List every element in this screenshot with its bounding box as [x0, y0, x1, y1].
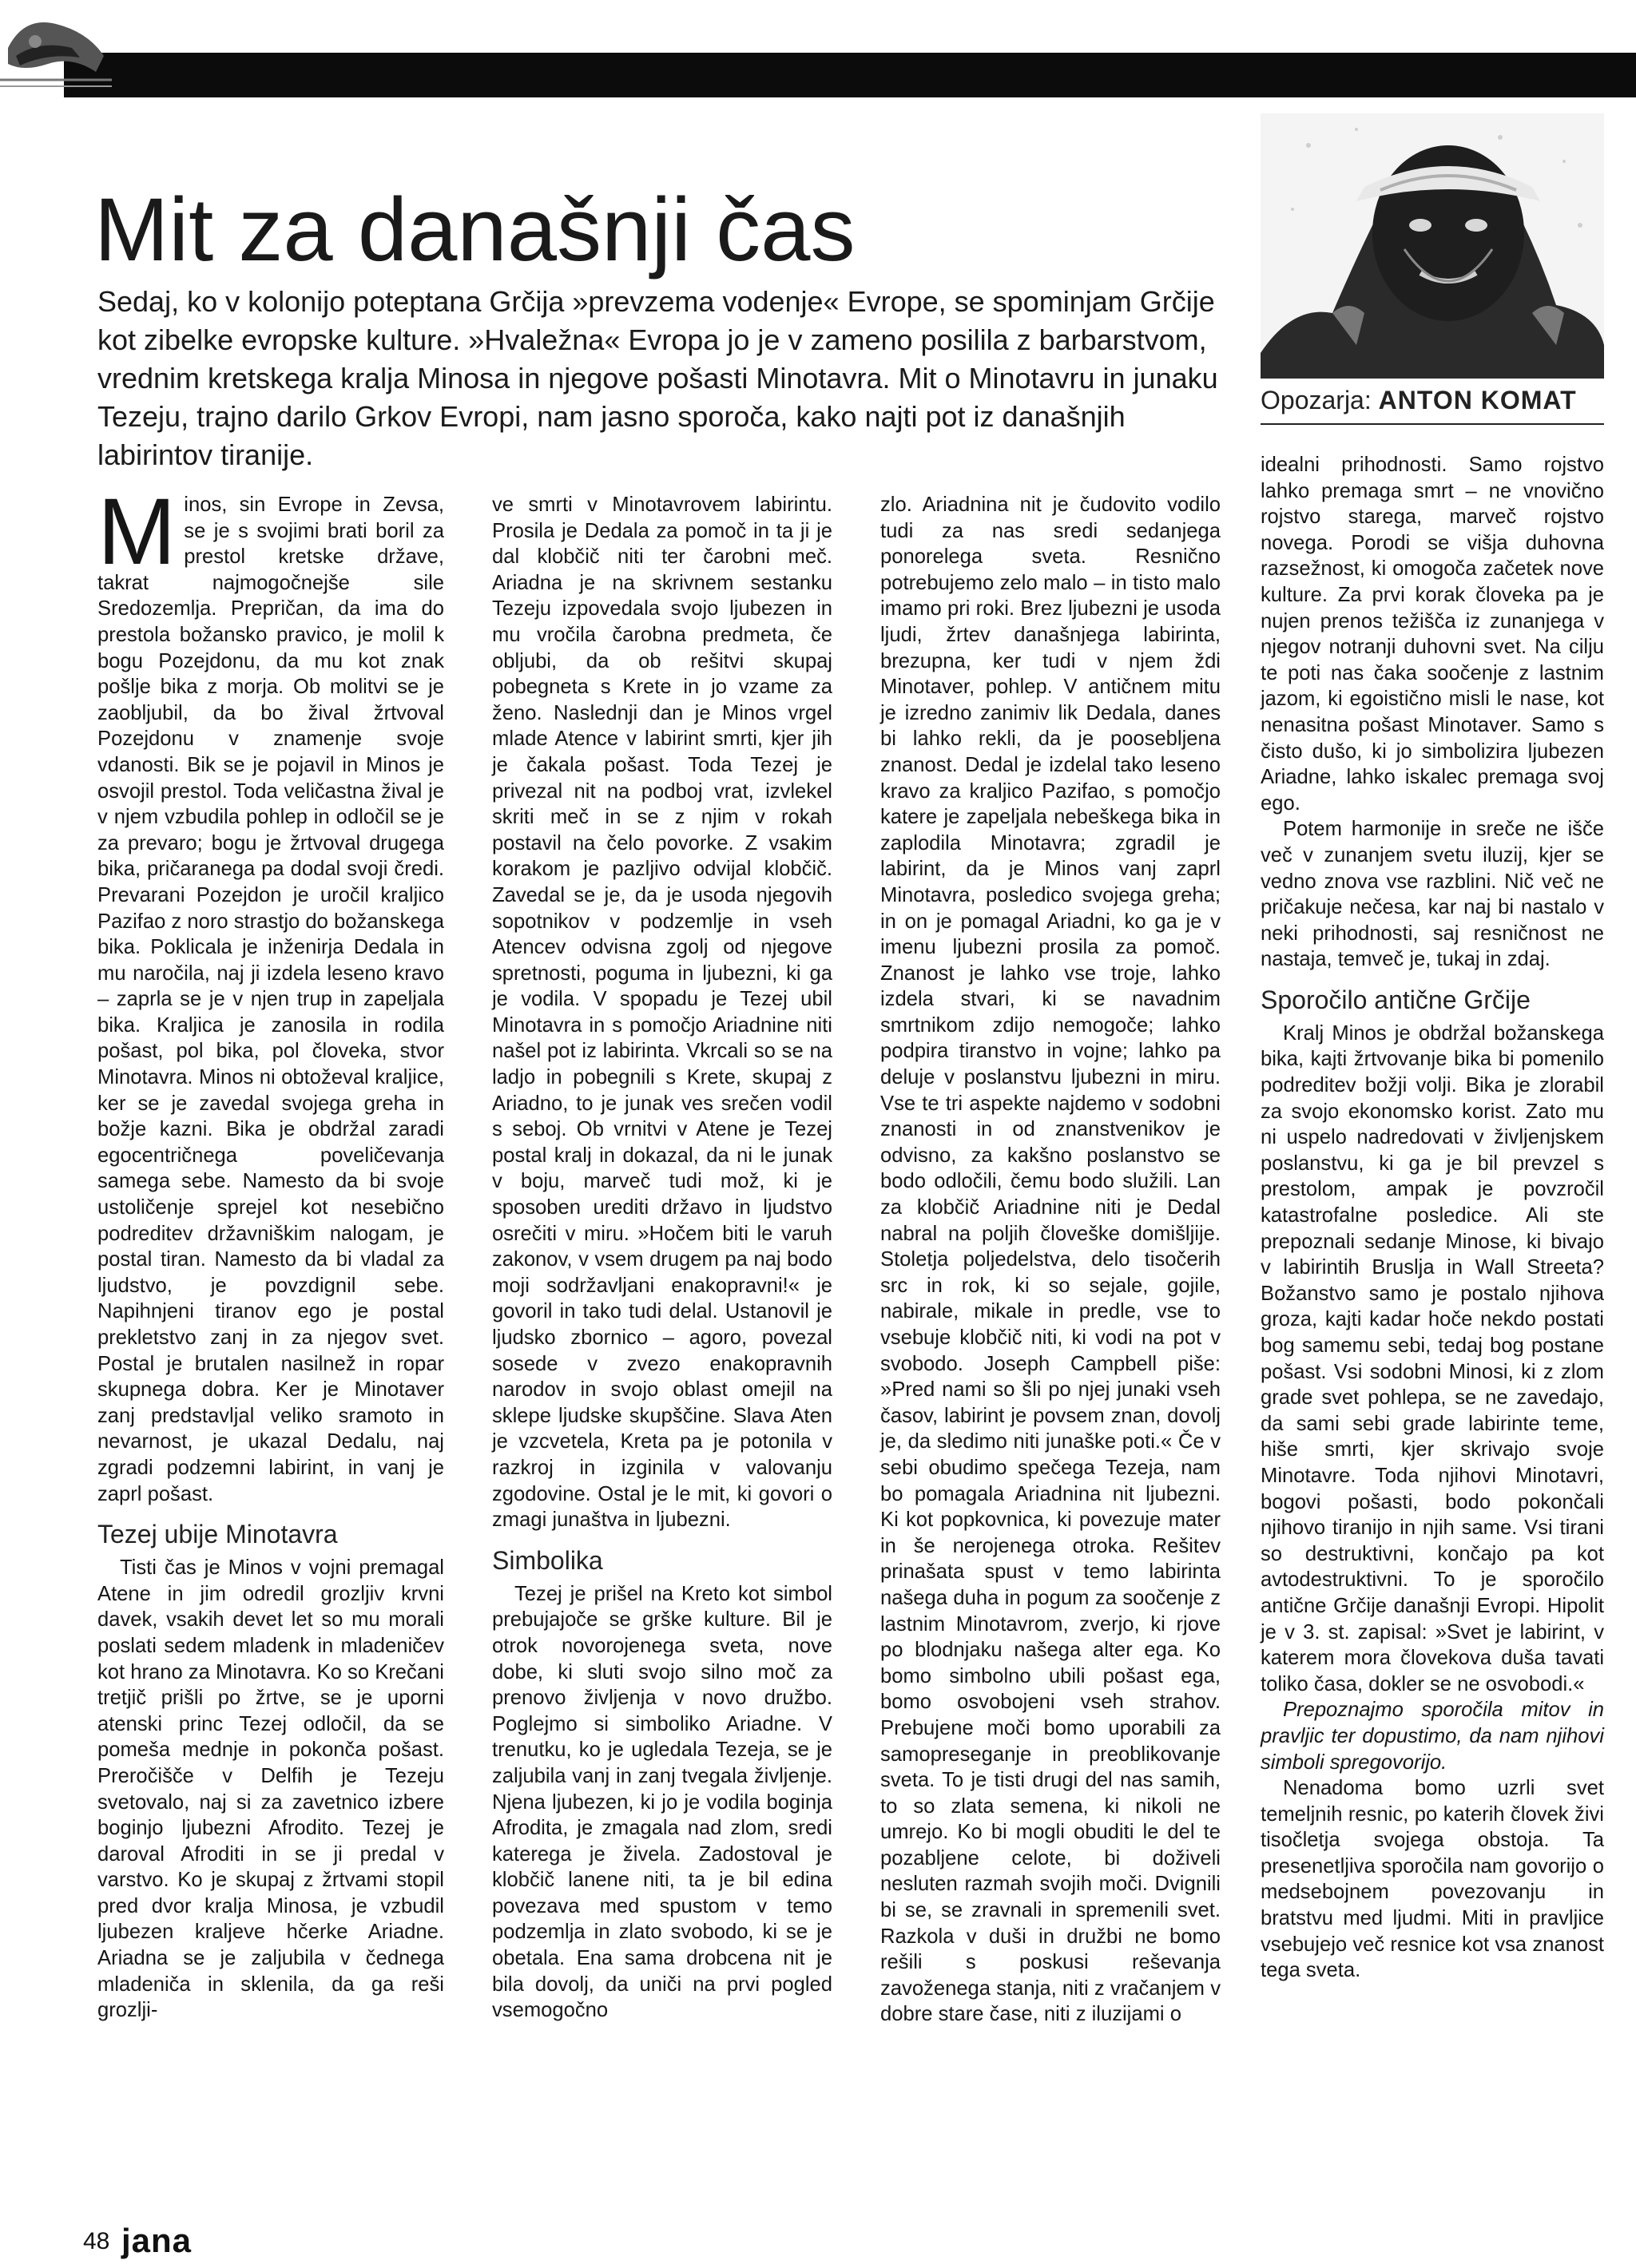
- byline-divider: [1261, 423, 1604, 425]
- author-byline: [1261, 382, 1604, 418]
- paragraph: Potem harmonije in sreče ne išče več v zunanjem svetu iluzij, kjer se vedno znova vse razblini. Nič več ne pričakuje nečesa, kar naj bi nastalo v neki prihodnosti, saj resničnost ne nastaja, temveč je, tukaj in zdaj.: [1261, 818, 1604, 971]
- subheading: Simbolika: [492, 1545, 603, 1575]
- article-title: Mit za današnji čas: [94, 180, 856, 280]
- paragraph: idealni prihodnosti. Samo rojstvo lahko premaga smrt – ne vnovično rojstvo starega, marveč rojstvo novega. Porodi se višja duhovna razsežnost, ki omogoča začetek nove kulture. Za prvi korak človeka pa je nujen prenos težišča iz zunanjega v njegov notranji duhovni svet. Na cilju te poti nas čaka soočenje z lastnim jazom, ki egoistično misli le nase, kot nenasitna pošast Minotaver. Samo s čisto dušo, ki jo simbolizira ljubezen Ariadne, lahko iskalec premaga svoj ego.: [1261, 454, 1604, 815]
- paragraph: Tisti čas je Minos v vojni premagal Atene in jim odredil grozljiv krvni davek, vsakih devet let so mu morali poslati sedem mladenk in mladeničev kot hrano za Minotavra. Ko so Krečani tretjič prišli po žrtve, se je uporni atenski princ Tezej odločil, da se pomeša mednje in pokonča pošast. Preročišče v Delfih je Tezeju svetovalo, naj si za zavetnico izbere boginjo ljubezni Afrodito. Tezej je daroval Afroditi in se ji predal v varstvo. Ko je skupaj z žrtvami stopil pred dvor kralja Minosa, je vzbudil ljubezen kraljeve hčerke Ariadne. Ariadna se je zaljubila v čednega mladeniča in sklenila, da ga reši grozlji-: [97, 1556, 444, 2022]
- section-header-bar: [64, 53, 1636, 147]
- page-number: 48: [83, 2228, 110, 2254]
- subheading: Tezej ubije Minotavra: [97, 1520, 338, 1549]
- article-column-4: [1261, 452, 1604, 1984]
- section-title: UMETNOST PREŽIVETJA: [228, 112, 629, 147]
- author-photo: [1261, 113, 1604, 379]
- subheading: Sporočilo antične Grčije: [1261, 985, 1531, 1014]
- byline-label: Opozarja:: [1261, 386, 1372, 414]
- lead-text: Sedaj, ko v kolonijo poteptana Grčija »prevzema vodenje« Evrope, se spominjam Grčije kot zibelke evropske kulture. »Hvaležna« Evropa jo je v zameno posilila z barbarstvom, vrednim kretskega kralja Minosa in njegove pošasti Minotavra. Mit o Minotavru in junaku Tezeju, trajno darilo Grkov Evropi, nam jasno sporoča, kako najti pot iz današnjih labirintov tiranije.: [97, 285, 1218, 471]
- magazine-logo: jana: [121, 2222, 193, 2259]
- paragraph: Nenadoma bomo uzrli svet temeljnih resnic, po katerih človek živi tisočletja svojega obstoja. Ta presenetljiva sporočila nam govorijo o medsebojnem povezovanju in bratstvu med ljudmi. Miti in pravljice vsebujejo več resnice kot vsa znanost tega sveta.: [1261, 1777, 1604, 1982]
- greek-vase-logo-icon: [0, 0, 112, 96]
- paragraph-text: inos, sin Evrope in Zevsa, se je s svojimi brati boril za prestol kretske države, takrat najmogočnejše sile Sredozemlja. Prepričan, da ima do prestola božansko pravico, je molil k bogu Pozejdonu, da mu kot znak pošlje bika z morja. Ob molitvi se je zaobljubil, da bo žival žrtvoval Pozejdonu v znamenje svoje vdanosti. Bik se je pojavil in Minos je osvojil prestol. Toda veličastna žival je v njem vzbudila pohlep in odločil se je za prevaro; bogu je žrtvoval drugega bika, pričaranega pa dodal svoji čredi. Prevarani Pozejdon je uročil kraljico Pazifao z noro strastjo do božanskega bika. Poklicala je inženirja Dedala in mu naročila, naj ji izdela leseno kravo – zaprla se je v njen trup in zapeljala bika. Kraljica je zanosila in rodila pošast, pol bika, pol človeka, stvor Minotavra. Minos ni obtoževal kraljice, ker se je zavedal svojega greha in božje kazni. Bika je obdržal zaradi egocentričnega poveličevanja samega sebe. Namesto da bi svoje ustoličenje sprejel kot nesebično podreditev državniškim nalogam, je postal tiran. Namesto da bi vladal za ljudstvo, je povzdignil sebe. Napihnjeni tiranov ego je postal prekletstvo zanj in za njegov svet. Postal je brutalen nasilnež in ropar skupnega dobra. Ker je Minotaver zanj predstavljal veliko sramoto in nevarnost, je ukazal Dedalu, naj zgradi podzemni labirint, in vanj je zaprl pošast.: [97, 494, 444, 1505]
- byline-author-name: ANTON KOMAT: [1378, 386, 1577, 414]
- paragraph: Prepoznajmo sporočila mitov in pravljic ter dopustimo, da nam njihovi simboli spregovorijo.: [1261, 1699, 1604, 1774]
- article-lead: [97, 283, 1232, 474]
- article-column-3: [880, 492, 1221, 2028]
- article-column-1: [97, 479, 444, 2024]
- author-portrait: [1261, 113, 1604, 379]
- paragraph: [97, 479, 444, 1507]
- paragraph: zlo. Ariadnina nit je čudovito vodilo tudi za nas sredi sedanjega ponorelega sveta. Resnično potrebujemo zelo malo – in tisto malo imamo pri roki. Brez ljubezni je usoda ljudi, žrtev današnjega labirinta, brezupna, ker tudi v njem ždi Minotaver, pohlep. V antičnem mitu je izredno zanimiv lik Dedala, danes bi lahko rekli, da je poosebljena znanost. Dedal je izdelal tako leseno kravo za kraljico Pazifao, s pomočjo katere je zapeljala nebeškega bika in zaplodila Minotavra; zgradil je labirint, da je Minos vanj zaprl Minotavra, posledico svojega greha; in on je pomagal Ariadni, ko ga je v imenu ljubezni prosila za pomoč. Znanost je lahko vse troje, lahko izdela stvari, ki se navadnim smrtnikom zdijo nemogoče; lahko podpira tiranstvo in vojne; lahko pa deluje v poslanstvu ljubezni in miru. Vse te tri aspekte najdemo v sodobni znanosti in od znanstvenikov je odvisno, za kakšno poslanstvo se bodo odločili, čemu bodo služili. Lan za klobčič Ariadnine niti je Dedal nabral na poljih človeške domišljije. Stoletja poljedelstva, delo tisočerih src in rok, ki so sejale, gojile, nabirale, mikale in predle, vse to vsebuje klobčič niti, ki vodi na pot v svobodo. Joseph Campbell piše: »Pred nami so šli po njej junaki vseh časov, labirint je povsem znan, dovolj je, da sledimo niti junaške poti.« Če v sebi obudimo spečega Tezeja, nam bo pomagala Ariadnina nit ljubezni. Ki kot popkovnica, ki povezuje mater in še nerojenega otroka. Rešitev prinašata spust v temo labirinta našega duha in pogum za soočenje z lastnim Minotavrom, zverjo, ki rjove po blodnjaku našega alter ega. Ko bomo simbolno ubili pošast ega, bomo osvobojeni vseh strahov. Prebujene moči bomo uporabili za samopreseganje in preoblikovanje sveta. To je tisti drugi del nas samih, to so zlata semena, ki nikoli ne umrejo. Ko bi mogli obuditi le del te pozabljene celote, bi doživeli nesluten razmah svojih moči. Dvignili bi se, se zravnali in spremenili svet. Razkola v duši in družbi ne bomo rešili s poskusi reševanja zavoženega stanja, niti z vračanjem v dobre stare čase, niti z iluzijami o: [880, 494, 1221, 2026]
- paragraph: ve smrti v Minotavrovem labirintu. Prosila je Dedala za pomoč in ta ji je dal klobčič niti ter čarobni meč. Ariadna je na skrivnem sestanku Tezeju izpovedala svojo ljubezen in mu vročila čarobna predmeta, če obljubi, da ob rešitvi skupaj pobegneta s Krete in jo vzame za ženo. Naslednji dan je Minos vrgel mlade Atence v labirint smrti, kjer jih je čakala pošast. Toda Tezej je privezal nit na podboj vrat, izvlekel skriti meč in se z njim v rokah postavil na čelo povorke. Z vsakim korakom je pazljivo odvijal klobčič. Zavedal se je, da je usoda njegovih sopotnikov v podzemlje in vseh Atencev odvisna zgolj od njegove spretnosti, poguma in ljubezni, ki ga je vodila. V spopadu je Tezej ubil Minotavra in s pomočjo Ariadnine niti našel pot iz labirinta. Vkrcali so se na ladjo in pobegnili s Krete, skupaj z Ariadno, to je junak ves srečen vodil s seboj. Ob vrnitvi v Atene je Tezej postal kralj in dokazal, da ni le junak v boju, marveč tudi mož, ki je sposoben urediti državo in ljudstvo osrečiti v miru. »Hočem biti le varuh zakonov, v vsem drugem pa naj bodo moji sodržavljani enakopravni!« je govoril in tako tudi delal. Ustanovil je ljudsko zbornico – agoro, povezal sosede v zvezo enakopravnih narodov in svojo oblast omejil na sklepe ljudske skupščine. Slava Aten je vzcvetela, Kreta pa je potonila v razkroj in izginila v valovanju zgodovine. Ostal je le mit, ki govori o zmagi junaštva in ljubezni.: [492, 494, 832, 1532]
- drop-cap: M: [97, 479, 177, 585]
- paragraph: Kralj Minos je obdržal božanskega bika, kajti žrtvovanje bika bi pomenilo podreditev božji volji. Bika je zlorabil za svojo ekonomsko korist. Zato mu ni uspelo nadredovati v življenjskem poslanstvu, ki ga je bil prevzel s prestolom, ampak je povzročil katastrofalne posledice. Ali ste prepoznali sedanje Minose, ki bivajo v labirintih Bruslja in Wall Streeta? Božanstvo samo je postalo njihova groza, kajti kadar hoče nekdo postati bog samemu sebi, tedaj bog postane pošast. Vsi sodobni Minosi, ki z zlom grade svet pohlepa, se ne zavedajo, da sami sebi grade labirinte teme, hiše smrti, kjer skrivajo svoje Minotavre. Toda njihovi Minotavri, bogovi pošasti, bodo pokončali njihovo tiranijo in njih same. Vsi tirani so destruktivni, končajo pa kot avtodestruktivni. To je sporočilo antične Grčije današnji Evropi. Hipolit je v 3. st. zapisal: »Svet je labirint, v katerem mora človekova duša tavati toliko časa, dokler se ne osvobodi.«: [1261, 1021, 1604, 1695]
- article-column-2: [492, 492, 832, 2024]
- paragraph: Tezej je prišel na Kreto kot simbol prebujajoče se grške kulture. Bil je otrok novorojenega sveta, nove dobe, ki sluti svojo silno moč za prenovo življenja v novo družbo. Poglejmo si simboliko Ariadne. V trenutku, ko je ugledala Tezeja, se je zaljubila vanj in zanj tvegala življenje. Njena ljubezen, ki jo je vodila boginja Afrodita, je zmagala nad zlom, sredi katerega je živela. Zadostoval je klobčič lanene niti, ta je bil edina povezava med spustom v temo podzemlja in zlato svobodo, ki se je obetala. Ena sama drobcena nit je bila dovolj, da uniči na prvi pogled vsemogočno: [492, 1582, 832, 2022]
